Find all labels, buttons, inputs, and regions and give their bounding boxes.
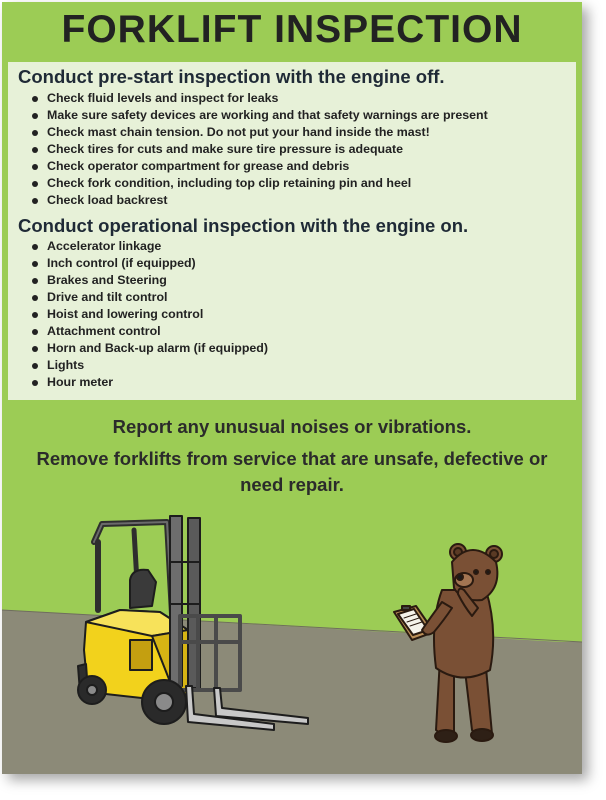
list-item: Check tires for cuts and make sure tire pressure is adequate — [28, 141, 488, 158]
list-item: Attachment control — [28, 323, 268, 340]
list-item: Hoist and lowering control — [28, 306, 268, 323]
warehouse-scene — [2, 2, 582, 774]
operational-heading: Conduct operational inspection with the engine on. — [18, 215, 469, 236]
list-item: Accelerator linkage — [28, 238, 268, 255]
list-item: Check fluid levels and inspect for leaks — [28, 90, 488, 107]
list-item: Check fork condition, including top clip retaining pin and heel — [28, 175, 488, 192]
list-item: Check operator compartment for grease and debris — [28, 158, 488, 175]
poster-title: FORKLIFT INSPECTION — [61, 8, 523, 51]
list-item: Drive and tilt control — [28, 289, 268, 306]
report-noises-message: Report any unusual noises or vibrations. — [112, 416, 472, 437]
remove-forklifts-message-line1: Remove forklifts from service that are unsafe, defective or — [36, 448, 548, 469]
list-item: Horn and Back-up alarm (if equipped) — [28, 340, 268, 357]
list-item: Check load backrest — [28, 192, 488, 209]
list-item: Check mast chain tension. Do not put your hand inside the mast! — [28, 124, 488, 141]
list-item: Inch control (if equipped) — [28, 255, 268, 272]
list-item: Brakes and Steering — [28, 272, 268, 289]
seat — [130, 570, 156, 608]
list-item: Make sure safety devices are working and that safety warnings are present — [28, 107, 488, 124]
forklift-inspection-poster — [2, 2, 582, 774]
list-item: Lights — [28, 357, 268, 374]
pre-start-heading: Conduct pre-start inspection with the engine off. — [18, 66, 445, 87]
list-item: Hour meter — [28, 374, 268, 391]
remove-forklifts-message-line2: need repair. — [240, 474, 344, 495]
